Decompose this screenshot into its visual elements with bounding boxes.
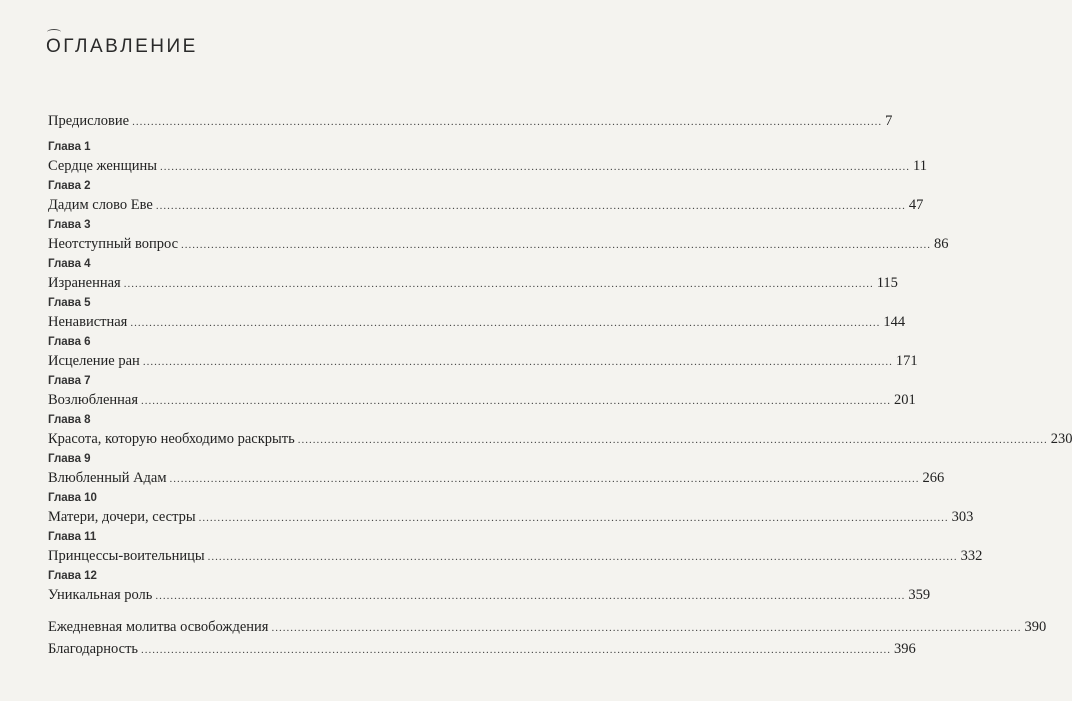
chapter-label: Глава 10	[48, 492, 97, 504]
leader-dots: ........................................................................................................................................................................................................	[132, 116, 883, 128]
toc-entry-chapter-5[interactable]	[48, 296, 906, 333]
entry-title: Израненная	[48, 275, 121, 291]
toc-entry-chapter-6[interactable]	[48, 335, 918, 372]
toc-entry-acknowledgements[interactable]	[48, 638, 916, 660]
chapter-label: Глава 7	[48, 375, 91, 387]
leader-dots: ........................................................................................................................................................................................................	[160, 161, 910, 173]
entry-page: 171	[895, 353, 918, 369]
chapter-label: Глава 9	[48, 453, 91, 465]
entry-title: Принцессы-воительницы	[48, 548, 205, 564]
entry-page: 115	[876, 275, 898, 291]
chapter-label: Глава 11	[48, 531, 97, 543]
entry-page: 11	[913, 158, 927, 174]
entry-page: 303	[951, 509, 974, 525]
entry-title: Сердце женщины	[48, 158, 157, 174]
toc-entry-chapter-12[interactable]	[48, 569, 931, 606]
entry-page: 201	[894, 392, 916, 408]
entry-title: Дадим слово Еве	[48, 197, 153, 213]
entry-title: Возлюбленная	[48, 392, 139, 408]
entry-page: 332	[960, 548, 983, 564]
entry-title: Красота, которую необходимо раскрыть	[48, 431, 295, 447]
toc-entry-chapter-2[interactable]	[48, 179, 924, 216]
leader-dots: ........................................................................................................................................................................................................	[198, 512, 949, 524]
table-of-contents	[48, 110, 1072, 660]
entry-title: Исцеление ран	[48, 353, 140, 369]
chapter-label: Глава 2	[48, 180, 91, 192]
leader-dots: ........................................................................................................................................................................................................	[169, 473, 920, 485]
entry-page: 396	[894, 641, 916, 657]
entry-title: Матери, дочери, сестры	[48, 509, 196, 525]
chapter-label: Глава 4	[48, 258, 91, 270]
entry-page: 144	[883, 314, 906, 330]
chapter-label: Глава 8	[48, 414, 91, 426]
toc-entry-chapter-9[interactable]	[48, 452, 945, 489]
leader-dots: ........................................................................................................................................................................................................	[181, 239, 932, 251]
entry-title: Ненавистная	[48, 314, 128, 330]
entry-page: 230	[1050, 431, 1072, 447]
toc-entry-chapter-7[interactable]	[48, 374, 916, 411]
toc-entry-chapter-3[interactable]	[48, 218, 949, 255]
entry-page: 266	[922, 470, 945, 486]
entry-title: Предисловие	[48, 113, 130, 129]
toc-entry-chapter-11[interactable]	[48, 530, 983, 567]
toc-entry-chapter-8[interactable]	[48, 413, 1072, 450]
chapter-label: Глава 5	[48, 297, 91, 309]
entry-title: Неотступный вопрос	[48, 236, 179, 252]
entry-page: 390	[1024, 619, 1047, 635]
leader-dots: ........................................................................................................................................................................................................	[123, 278, 874, 290]
leader-dots: ........................................................................................................................................................................................................	[141, 644, 892, 656]
toc-entry-chapter-4[interactable]	[48, 257, 898, 294]
toc-entry-prayer[interactable]	[48, 616, 1047, 638]
entry-page: 86	[934, 236, 949, 252]
entry-title: Ежедневная молитва освобождения	[48, 619, 269, 635]
leader-dots: ........................................................................................................................................................................................................	[271, 622, 1022, 634]
entry-title: Уникальная роль	[48, 587, 153, 603]
chapter-label: Глава 3	[48, 219, 91, 231]
toc-entry-preface[interactable]	[48, 110, 893, 132]
toc-entry-chapter-1[interactable]	[48, 140, 927, 177]
leader-dots: ........................................................................................................................................................................................................	[155, 590, 906, 602]
toc-entry-chapter-10[interactable]	[48, 491, 974, 528]
leader-dots: ........................................................................................................................................................................................................	[207, 551, 958, 563]
entry-title: Влюбленный Адам	[48, 470, 167, 486]
chapter-label: Глава 1	[48, 141, 91, 153]
leader-dots: ........................................................................................................................................................................................................	[141, 395, 892, 407]
leader-dots: ........................................................................................................................................................................................................	[142, 356, 893, 368]
chapter-label: Глава 12	[48, 570, 97, 582]
leader-dots: ........................................................................................................................................................................................................	[297, 434, 1048, 446]
entry-page: 359	[908, 587, 931, 603]
entry-page: 47	[908, 197, 924, 213]
entry-page: 7	[885, 113, 893, 129]
chapter-label: Глава 6	[48, 336, 91, 348]
page-title: ОГЛАВЛЕНИЕ	[46, 36, 198, 57]
leader-dots: ........................................................................................................................................................................................................	[155, 200, 906, 212]
entry-title: Благодарность	[48, 641, 139, 657]
leader-dots: ........................................................................................................................................................................................................	[130, 317, 881, 329]
